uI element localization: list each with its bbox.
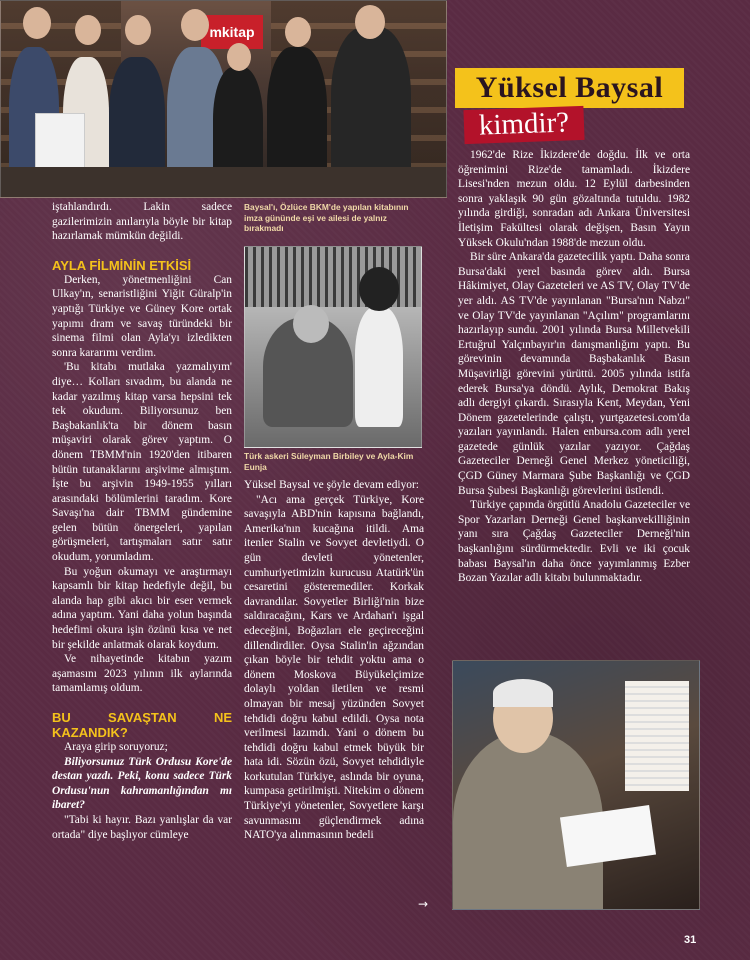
section-heading-ayla: AYLA FİLMİNİN ETKİSİ (52, 257, 192, 273)
store-sign: mkitap (201, 15, 263, 49)
middle-paragraph: "Acı ama gerçek Türkiye, Kore savaşıyla ABD'nin kapısına bağlandı, Amerika'nın kucağına itildi. Ama itenler Stalin ve Sovyet devletiydi. O gün devleti yönetenler, cumhuriyetimizin kurucusu Atatürk'ün cesaretini gösteremediler. Korkak davrandılar. Sovyetler Birliği'nin bize saldıracağını, Kars ve Ardahan'ı işgal edeceğini, Boğazları ele geçireceğini dillendirdiler. Oysa Stalin'in ağzından çıkan böyle bir tehdit yoktu ama o dönem Moskova Büyükelçimize dolaylı yoldan iletilen ve resmi olmayan bir mesaj yüzünden Sovyet tehdidi doğru kabul edildi. Oysa nota verilmesi lazımdı. Yani o dönem bu tehdidi doğru kabul etmek büyük bir hata idi. Sözün özü, Sovyet tehdidiyle korkutulan Türkiye, aslında bir oyuna, kumpasa getirilmişti. Nitekim o dönem Türkiye'yi yönetenler, Sovyetlere karşı savunmasını güçlendirmek adına NATO'ya alınmasının bedeli (244, 493, 424, 842)
book-cover (35, 113, 85, 173)
section-heading-kazandik: BU SAVAŞTAN NE KAZANDIK? (52, 710, 232, 740)
left-paragraph: "Tabi ki hayır. Bazı yanlışlar da var ortada" diye başlıyor cümleye (52, 813, 232, 841)
article-subtitle: kimdir? (463, 106, 584, 144)
signing-photo (452, 660, 700, 910)
left-paragraph: Derken, yönetmenliğini Can Ulkay'ın, senaristliğini Yiğit Güralp'in yaptığı Türkiye ve Güney Kore ortak yapımı dram ve savaş türündeki bir sinema filmi olan Ayla'yı izledikten sonra kararımı verdim. (52, 273, 232, 359)
middle-paragraph: Yüksel Baysal ve şöyle devam ediyor: (244, 479, 419, 491)
photo-caption-family: Baysal'ı, Özlüce BKM'de yapılan kitabının imza gününde eşi ve ailesi de yalnız bırakmadı (244, 202, 409, 234)
continue-arrow-icon: → (418, 897, 429, 911)
photo-caption-ayla: Türk askeri Süleyman Birbiley ve Ayla-Kim Eunja (244, 451, 414, 472)
left-paragraph: 'Bu kitabı mutlaka yazmalıyım' diye… Kolları sıvadım, bu alanda ne kadar yazılmış kitap varsa hepsini tek tek okudum. Biliyorsunuz ben Başbakanlık'ta bir dönem basın müşaviri olarak görev yaptım. O dönem TBMM'nin 1920'den itibaren bütün tutanaklarını arşivime almıştım. İşte bu arşivin 1949-1955 yılları arasındaki bölümlerini taradım. Kore Savaşı'na dair TBMM gündemine gelen bütün önergeleri, yapılan görüşmeleri, tartışmaları satır satır okudum, yorumladım. (52, 361, 232, 564)
right-column-bio (458, 148, 690, 586)
bio-paragraph: Türkiye çapında örgütlü Anadolu Gazeteciler ve Spor Yazarları Derneği Genel başkanvekilliğinin yanı sıra Çağdaş Gazeteciler Derneği'nin başkanlığını sürdürmektedir. Evli ve iki çocuk babası Baysal'ın daha önce yayımlanmış Ezber Bozan Yazılar adlı kitabı bulunmaktadır. (458, 499, 690, 585)
historic-photo (244, 246, 422, 448)
left-question: Biliyorsunuz Türk Ordusu Kore'de destan yazdı. Peki, konu sadece Türk Ordusu'nun kahramanlığından mı ibaret? (52, 755, 232, 812)
left-paragraph: Ve nihayetinde kitabın yazım aşamasını 2023 yılının ilk aylarında tamamlamış oldum. (52, 653, 232, 695)
left-intro: iştahlandırdı. Lakin sadece gazilerimizin anılarıyla böyle bir kitap hazırlamak mümkün değildi. (52, 201, 232, 243)
left-paragraph: Araya girip soruyoruz; (64, 741, 168, 753)
middle-column (244, 478, 424, 843)
bio-paragraph: 1962'de Rize İkizdere'de doğdu. İlk ve orta öğrenimini Rize'de tamamladı. İkizdere Lisesi'nden mezun oldu. 12 Eylül darbesinden sonra yaklaşık 90 gün gözaltında tutuldu. 1982 yılında girdiği, sonradan adı Ankara Üniversitesi İletişim Fakültesi olarak değişen, Basın Yayın Yüksek Okulu'ndan 1988'de mezun oldu. (458, 149, 690, 249)
left-paragraph: Bu yoğun okumayı ve araştırmayı kapsamlı bir kitap hedefiyle değil, bu alanda hap gibi akıcı bir eser vermek adına yaptım. Yani daha yolun başında hedefimi okura işin özünü kısa ve net bir şekilde anlatmak olarak koydum. (52, 565, 232, 651)
group-photo (0, 0, 447, 198)
article-title: Yüksel Baysal (455, 68, 684, 108)
left-column (52, 200, 232, 842)
bio-paragraph: Bir süre Ankara'da gazetecilik yaptı. Daha sonra Bursa'daki yerel basında görev aldı. Bursa Hâkimiyet, Olay Gazeteleri ve AS TV, Olay TV'de yer aldı. AS TV'de yayınlanan "Bursa'nın Nabzı" ve Olay TV'de yayınlanan "Açılım" programlarını hazırlayıp sundu. 2001 yılında Bursa Milletvekili Ertuğrul Yalçınbayır'ın danışmanlığını yaptı. Bu görevinin devamında Başbakanlık Basın Müşavirliği görevini yürüttü. 2005 yılında istifa ederek Bursa'ya döndü. Aylık, Demokrat Bakış adlı dergiyi çıkardı. Sırasıyla Kent, Meydan, Yeni Dönem gazetelerinde çalıştı, yurtgazetesi.com'da yazıları yayınlandı. Halen enbursa.com adlı yerel gazetede günlük yazılar yazıyor. Çağdaş Gazeteciler Derneği Genel Merkez yöneticiliği, ÇGD Güney Marmara Şube Başkanlığı ve ÇGD Bursa Şubesi Başkanlığı görevlerini üstlendi. (458, 251, 690, 497)
page-number: 31 (684, 934, 697, 946)
